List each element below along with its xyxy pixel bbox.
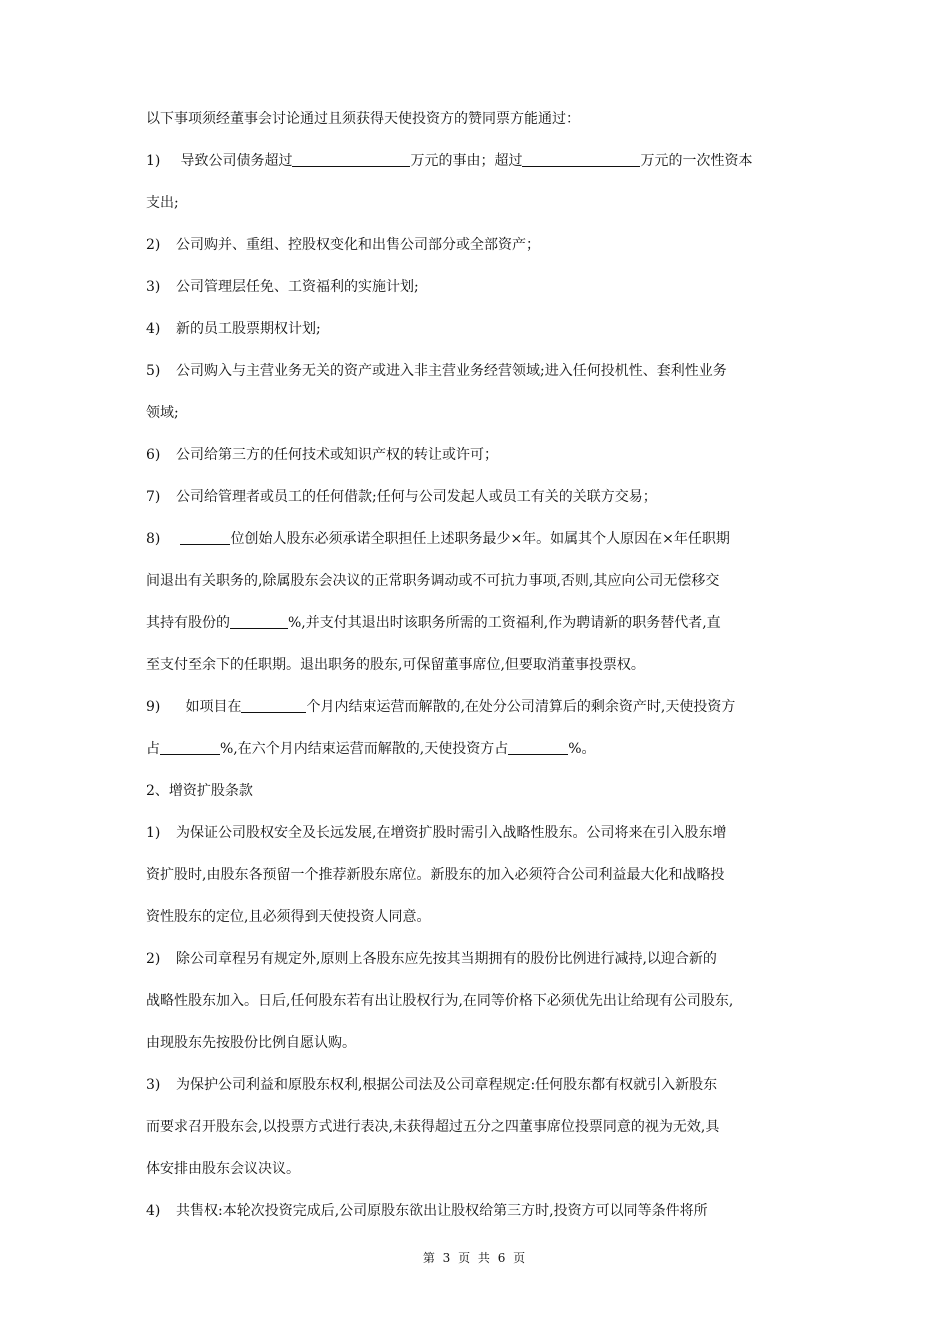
section-2-title: 2、增资扩股条款 [146,783,253,799]
clause-3: 3) 公司管理层任免、工资福利的实施计划; [146,266,810,308]
section-2-clause-4: 4) 共售权:本轮次投资完成后,公司原股东欲出让股权给第三方时,投资方可以同等条件将所 [146,1190,810,1232]
clause-number: 3) [146,1077,161,1093]
section-2-clause-3: 3) 为保护公司利益和原股东权利,根据公司法及公司章程规定:任何股东都有权就引入新股东 [146,1064,810,1106]
section-2-clause-1-line-3: 资性股东的定位,且必须得到天使投资人同意。 [146,909,431,925]
fill-blank [160,740,220,755]
clause-2: 2) 公司购并、重组、控股权变化和出售公司部分或全部资产； [146,224,810,266]
clause-6: 6) 公司给第三方的任何技术或知识产权的转让或许可； [146,434,810,476]
fill-blank [241,698,306,713]
clause-number: 4) [146,1203,161,1219]
intro-paragraph: 以下事项须经董事会讨论通过且须获得天使投资方的赞同票方能通过： [146,111,580,127]
clause-8-line-2: 间退出有关职务的,除属股东会决议的正常职务调动或不可抗力事项,否则,其应向公司无偿移交 [146,573,720,589]
section-2-clause-3-line-2: 而要求召开股东会,以投票方式进行表决,未获得超过五分之四董事席位投票同意的视为无效,具 [146,1119,720,1135]
clause-8-line-4: 至支付至余下的任职期。退出职务的股东,可保留董事席位,但要取消董事投票权。 [146,657,645,673]
clause-number: 7) [146,489,161,505]
clause-number: 9) [146,699,161,715]
section-2-clause-2-line-2: 战略性股东加入。日后,任何股东若有出让股权行为,在同等价格下必须优先出让给现有公司股东, [146,993,734,1009]
section-2-clause-1: 1) 为保证公司股权安全及长远发展,在增资扩股时需引入战略性股东。公司将来在引入股东增 [146,812,810,854]
clause-9: 9) 如项目在 个月内结束运营而解散的,在处分公司清算后的剩余资产时,天使投资方 [146,686,810,728]
fill-blank [230,614,288,629]
clause-1-continuation: 支出; [146,195,179,211]
page-footer: 第 3 页 共 6 页 [422,1251,528,1265]
clause-8-line-3: 其持有股份的 %,并支付其退出时该职务所需的工资福利,作为聘请新的职务替代者,直 [146,615,721,631]
section-2-clause-2: 2) 除公司章程另有规定外,原则上各股东应先按其当期拥有的股份比例进行减持,以迎合新的 [146,938,810,980]
clause-5: 5) 公司购入与主营业务无关的资产或进入非主营业务经营领域;进入任何投机性、套利性业务 [146,350,810,392]
fill-blank [522,152,640,167]
clause-number: 3) [146,279,161,295]
clause-number: 5) [146,363,161,379]
clause-8: 8) 位创始人股东必须承诺全职担任上述职务最少×年。如属其个人原因在×年任职期 [146,518,810,560]
clause-number: 8) [146,531,161,547]
clause-number: 4) [146,321,161,337]
clause-5-continuation: 领域; [146,405,179,421]
clause-7: 7) 公司给管理者或员工的任何借款;任何与公司发起人或员工有关的关联方交易； [146,476,810,518]
clause-1: 1) 导致公司债务超过 万元的事由；超过 万元的一次性资本 [146,140,810,182]
fill-blank [508,740,568,755]
clause-number: 2) [146,951,161,967]
document-body [146,98,810,1232]
clause-9-line-2: 占 %,在六个月内结束运营而解散的,天使投资方占 %。 [146,741,596,757]
clause-number: 1) [146,153,161,169]
fill-blank [180,530,230,545]
section-2-clause-2-line-3: 由现股东先按股份比例自愿认购。 [146,1035,356,1051]
section-2-clause-1-line-2: 资扩股时,由股东各预留一个推荐新股东席位。新股东的加入必须符合公司利益最大化和战略投 [146,867,725,883]
section-2-clause-3-line-3: 体安排由股东会议决议。 [146,1161,300,1177]
clause-number: 2) [146,237,161,253]
fill-blank [292,152,410,167]
clause-number: 6) [146,447,161,463]
clause-4: 4) 新的员工股票期权计划; [146,308,810,350]
clause-number: 1) [146,825,161,841]
